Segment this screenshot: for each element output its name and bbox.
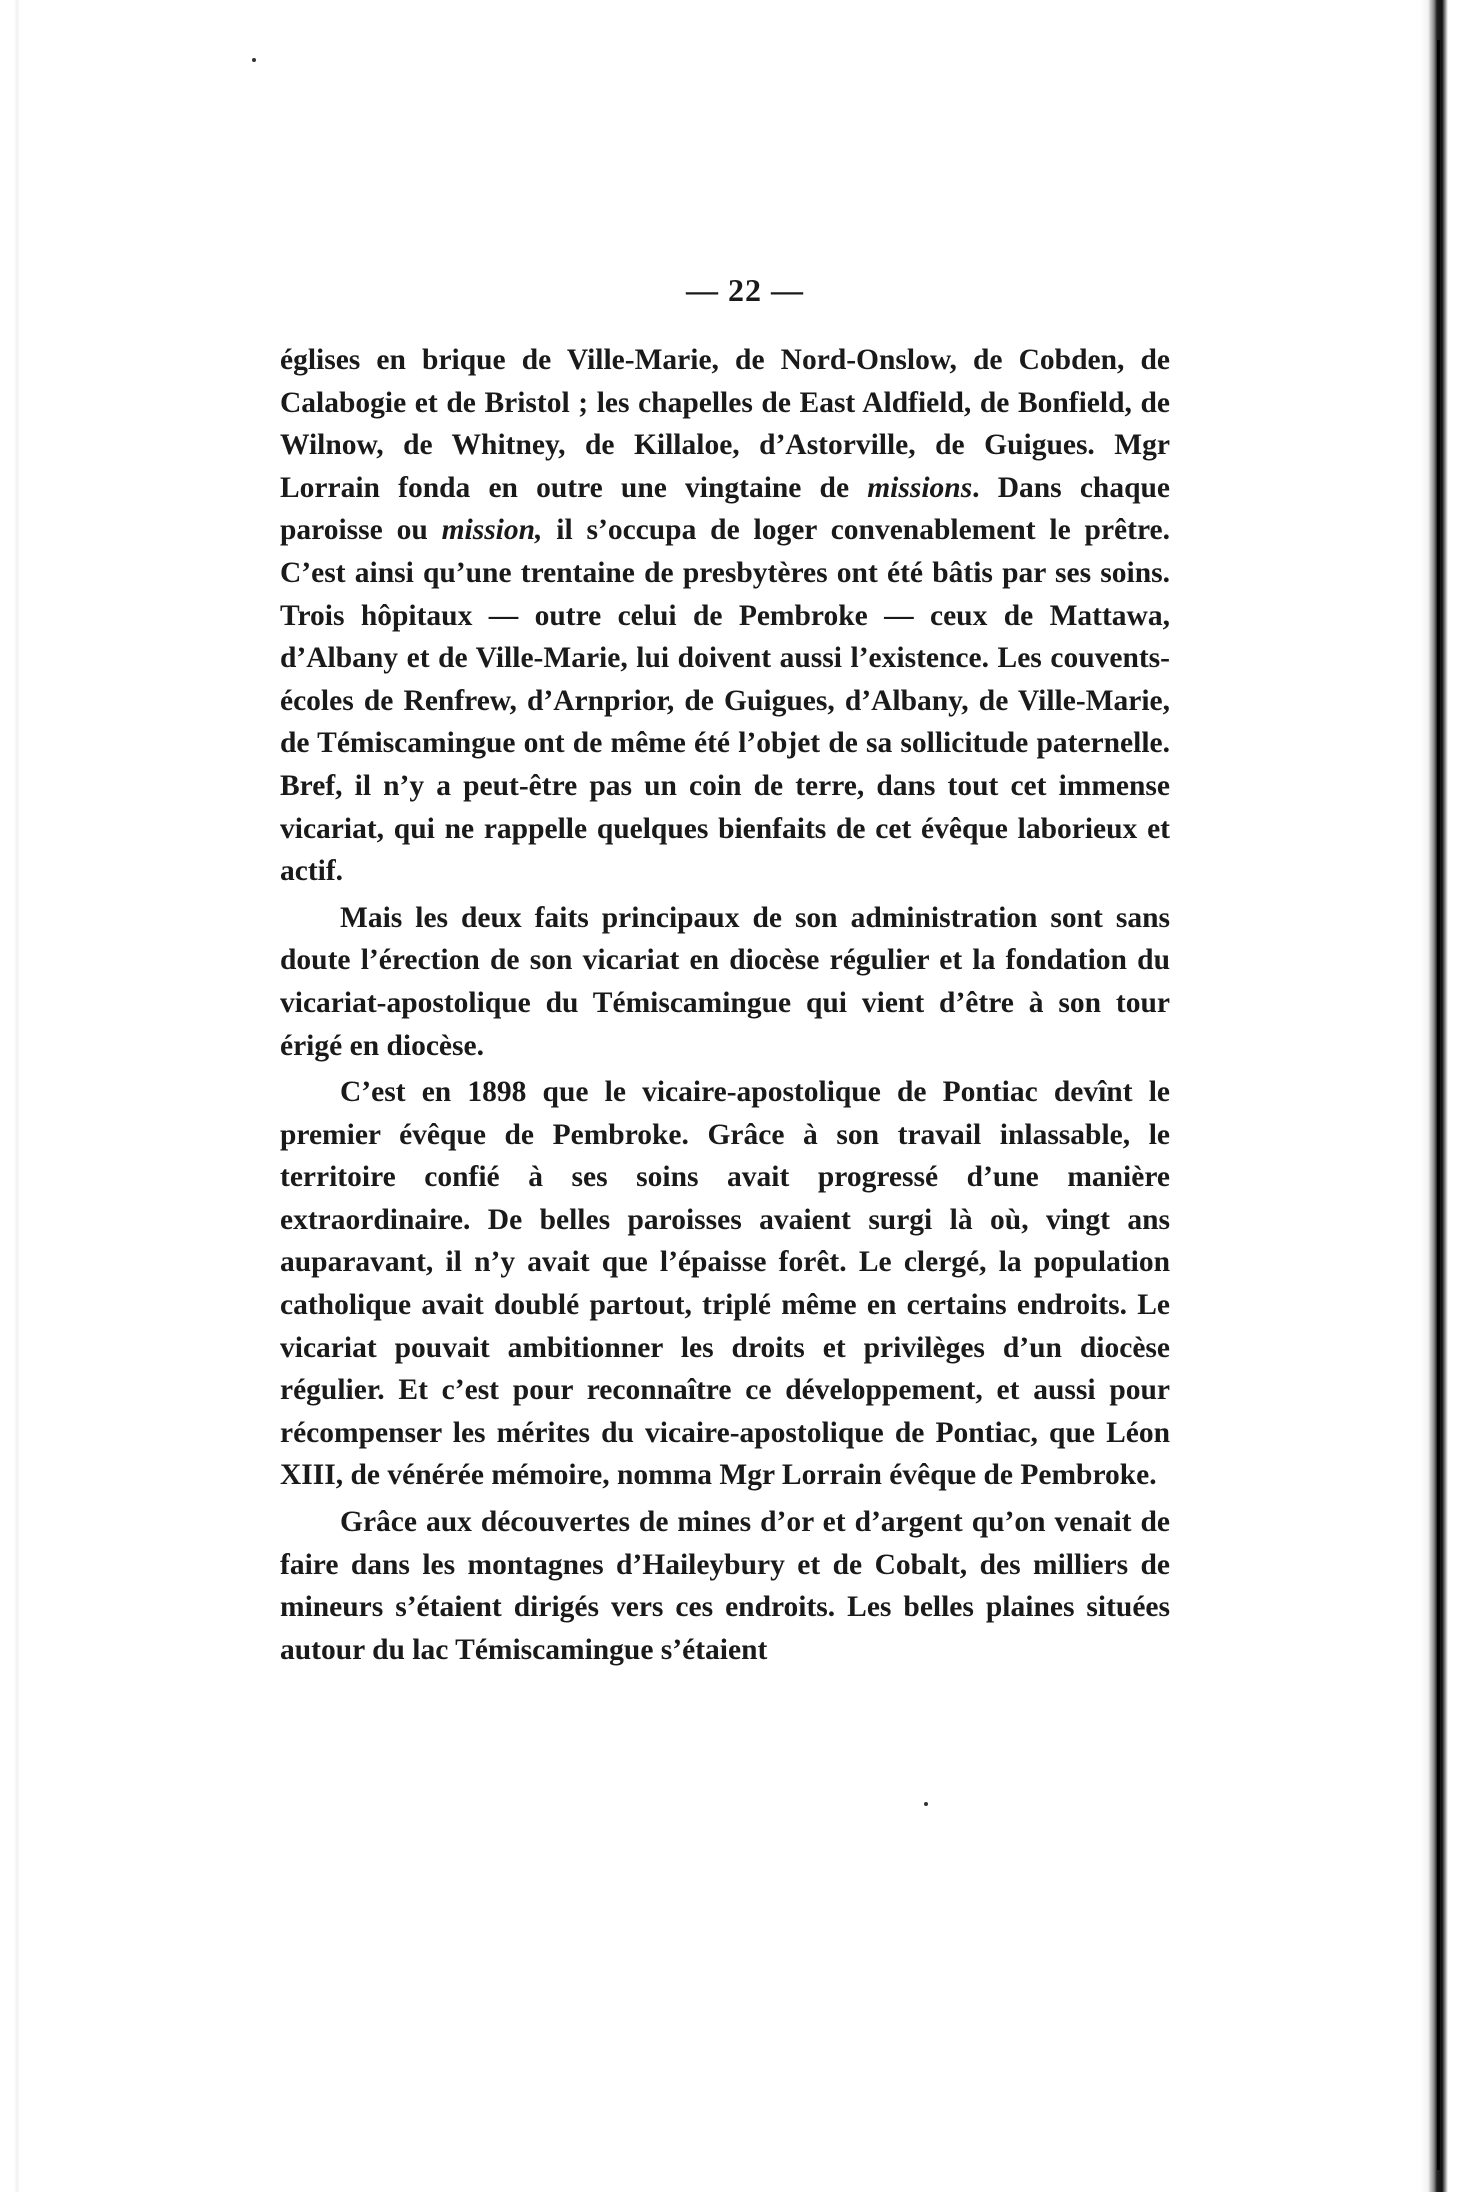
- paragraph-1: [280, 339, 1170, 893]
- paragraph-3: C’est en 1898 que le vicaire-apostolique de Pontiac devînt le premier évêque de Pembroke. Grâce à son travail inlassable, le territoire confié à ses soins avait progressé d’une manière extraordinaire. De belles paroisses avaient surgi là où, vingt ans auparavant, il n’y avait que l’épaisse forêt. Le clergé, la population catholique avait doublé partout, triplé même en certains endroits. Le vicariat pouvait ambitionner les droits et privilèges d’un diocèse régulier. Et c’est pour reconnaître ce développement, et aussi pour récompenser les mérites du vicaire-apostolique de Pontiac, que Léon XIII, de vénérée mémoire, nomma Mgr Lorrain évêque de Pembroke.: [280, 1076, 1170, 1492]
- scan-right-edge: [1420, 0, 1464, 2192]
- scan-left-edge: [14, 0, 20, 2192]
- paragraph-1-italic-mission: mission,: [441, 514, 543, 547]
- paragraph-1-text-b: . Dans chaque paroisse ou: [280, 471, 1170, 547]
- scan-binding-line: [1437, 40, 1440, 2170]
- scan-speck: [924, 1802, 928, 1806]
- paragraph-1-text-a: églises en brique de Ville-Marie, de Nord-Onslow, de Cobden, de Calabogie et de Bristol ; les chapelles de East Aldfield, de Bonfield, de Wilnow, de Whitney, de Killaloe, d’Astorville, de Guigues. Mgr Lorrain fonda en outre une vingtaine de: [280, 344, 1170, 504]
- scan-speck: [252, 58, 256, 62]
- paragraph-4: Grâce aux découvertes de mines d’or et d’argent qu’on venait de faire dans les montagnes d’Haileybury et de Cobalt, des milliers de mineurs s’étaient dirigés vers ces endroits. Les belles plaines situées autour du lac Témiscamingue s’étaient: [280, 1506, 1170, 1666]
- paragraph-1-italic-missions: missions: [867, 471, 973, 504]
- paragraph-2: Mais les deux faits principaux de son administration sont sans doute l’érection de son vicariat en diocèse régulier et la fondation du vicariat-apostolique du Témiscamingue qui vient d’être à son tour érigé en diocèse.: [280, 901, 1170, 1062]
- paragraph-1-text-c: il s’occupa de loger convenablement le prêtre. C’est ainsi qu’une trentaine de presbytères ont été bâtis par ses soins. Trois hôpitaux — outre celui de Pembroke — ceux de Mattawa, d’Albany et de Ville-Marie, lui doivent aussi l’existence. Les couvents-écoles de Renfrew, d’Arnprior, de Guigues, d’Albany, de Ville-Marie, de Témiscamingue ont de même été l’objet de sa sollicitude paternelle. Bref, il n’y a peut-être pas un coin de terre, dans tout cet immense vicariat, qui ne rappelle quelques bienfaits de cet évêque laborieux et actif.: [280, 514, 1170, 888]
- page-body: [280, 272, 1170, 1675]
- page-number: — 22 —: [686, 272, 804, 308]
